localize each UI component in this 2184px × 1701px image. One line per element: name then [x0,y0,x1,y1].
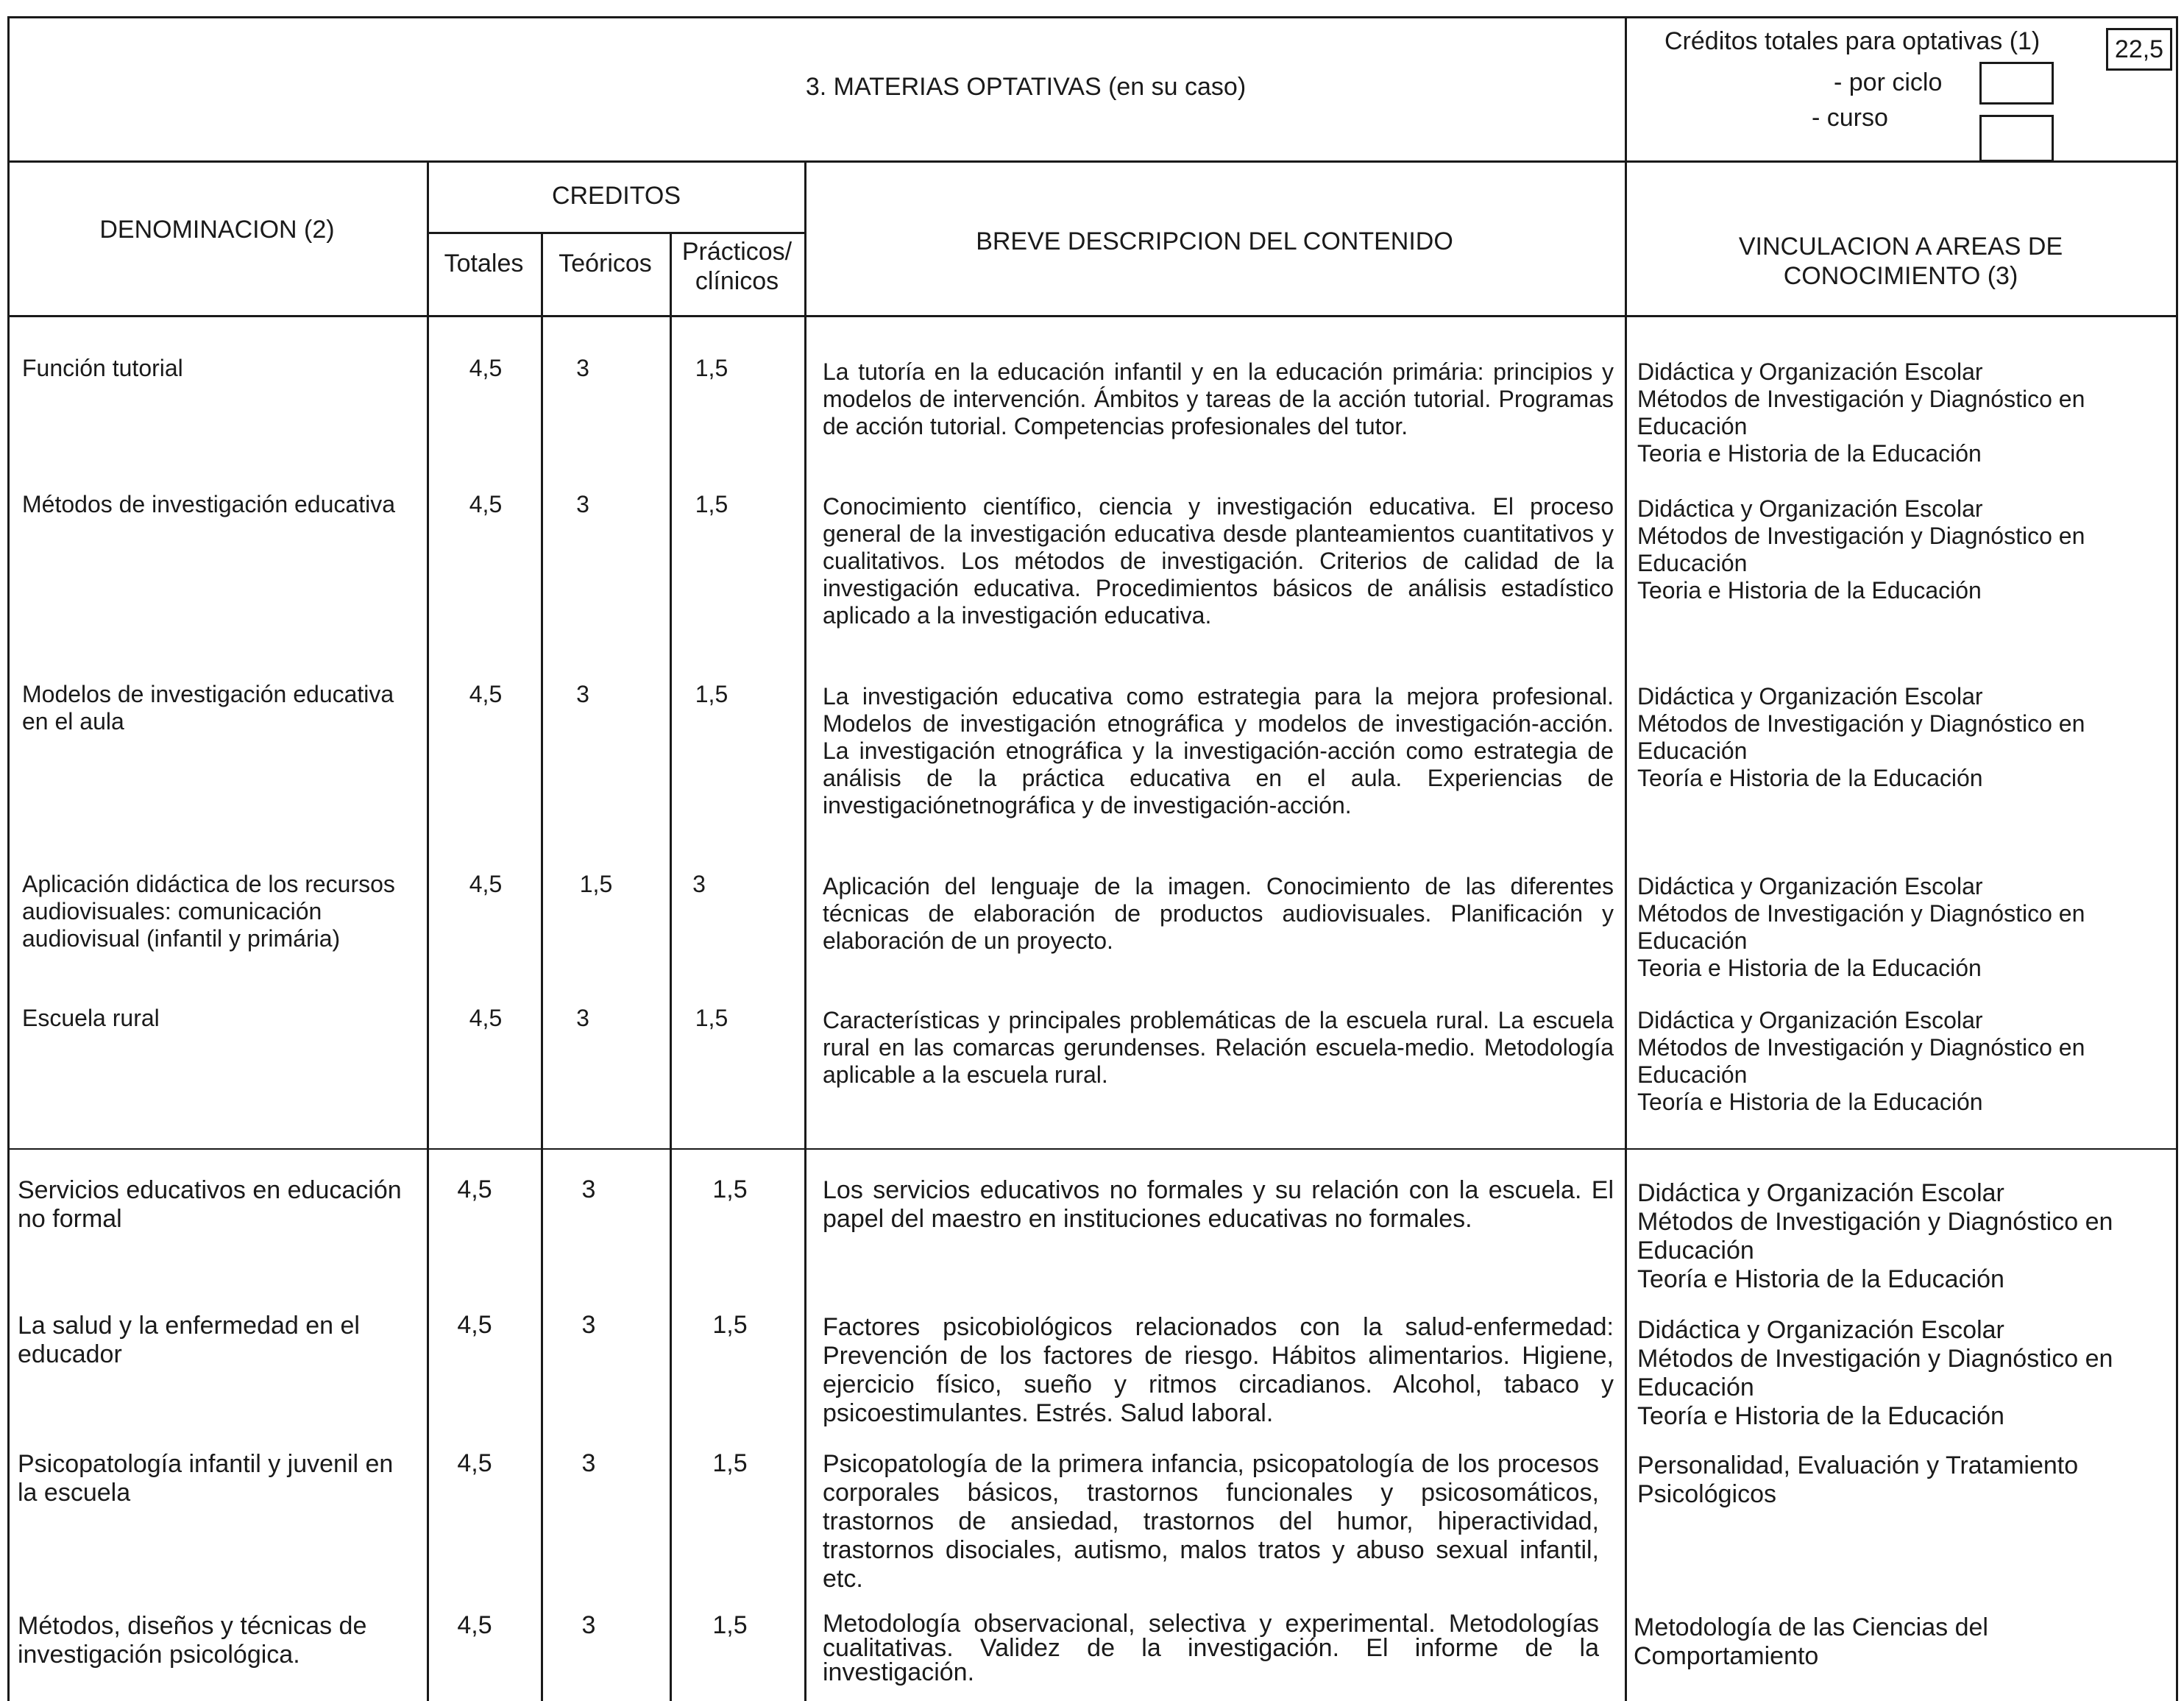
row-totales: 4,5 [469,871,503,897]
row-denominacion: Función tutorial [22,355,183,381]
row-totales: 4,5 [469,681,503,707]
row-practicos: 1,5 [712,1175,748,1203]
col-divider-totales [541,232,543,1701]
row-descripcion: Características y principales problemáticas de la escuela rural. La escuela rural en las comarcas gerundenses. Relación escuela-medio. Metodología aplicable a la escuela rural. [823,1007,1614,1088]
row-practicos: 1,5 [712,1611,748,1639]
row-teoricos: 3 [576,1005,589,1031]
row-teoricos: 3 [581,1611,596,1639]
row-practicos: 1,5 [712,1311,748,1339]
creditos-subheader-divider [427,232,806,234]
row-areas: Didáctica y Organización Escolar Métodos de Investigación y Diagnóstico en Educación Teoría e Historia de la Educación [1637,1316,2113,1430]
row-practicos: 1,5 [695,491,728,517]
col-header-denominacion: DENOMINACION (2) [99,216,335,244]
row-totales: 4,5 [457,1175,492,1203]
row-totales: 4,5 [457,1611,492,1639]
por-ciclo-box [1979,62,2054,105]
curso-box [1979,115,2054,162]
row-descripcion: La tutoría en la educación infantil y en la educación primária: principios y modelos de intervención. Ámbitos y tareas de la acción tutorial. Programas de acción tutorial. Competencias profesionales del tutor. [823,358,1614,439]
row-teoricos: 3 [576,491,589,517]
row-practicos: 3 [692,871,706,897]
row-descripcion: Aplicación del lenguaje de la imagen. Conocimiento de las diferentes técnicas de elaboración de productos audiovisuales. Planificación y elaboración de un proyecto. [823,873,1614,954]
row-denominacion: Métodos, diseños y técnicas de investigación psicológica. [18,1612,367,1669]
row-totales: 4,5 [469,355,503,381]
row-practicos: 1,5 [695,681,728,707]
row-teoricos: 3 [581,1311,596,1339]
row-areas: Didáctica y Organización Escolar Métodos de Investigación y Diagnóstico en Educación Teoria e Historia de la Educación [1637,873,2085,981]
column-header-divider [7,315,2178,317]
row-totales: 4,5 [457,1449,492,1477]
row-denominacion: La salud y la enfermedad en el educador [18,1312,360,1368]
section-title: 3. MATERIAS OPTATIVAS (en su caso) [805,73,1247,101]
row-descripcion: Factores psicobiológicos relacionados con la salud-enfermedad: Prevención de los factores de riesgo. Hábitos alimentarios. Higiene, ejercicio físico, sueño y ritmos circadianos. Alcohol, tabaco y psicoestimulantes. Estrés. Salud laboral. [823,1313,1614,1427]
col-header-descripcion: BREVE DESCRIPCION DEL CONTENIDO [976,227,1453,255]
col-header-totales: Totales [444,250,524,277]
row-descripcion: Psicopatología de la primera infancia, psicopatología de los procesos corporales básicos, trastornos funcionales y psicosomáticos, trastornos de ansiedad, trastornos del humor, hiperactividad, trastornos disociales, autismo, malos tratos y abuso sexual infantil, etc. [823,1450,1599,1593]
row-totales: 4,5 [469,1005,503,1031]
row-denominacion: Psicopatología infantil y juvenil en la escuela [18,1450,394,1507]
col-header-practicos: Prácticos/ clínicos [681,238,793,295]
row-descripcion: Metodología observacional, selectiva y experimental. Metodologías cualitativas. Validez de la investigación. El informe de la investigación. [823,1610,1599,1686]
row-totales: 4,5 [457,1311,492,1339]
col-header-creditos: CREDITOS [551,182,681,210]
table-border-left [7,16,10,1701]
row-descripcion: Los servicios educativos no formales y su relación con la escuela. El papel del maestro en instituciones educativas no formales. [823,1176,1614,1233]
table-border-top [7,16,2178,18]
col-header-vinculacion: VINCULACION A AREAS DE CONOCIMIENTO (3) [1738,233,2063,290]
row-teoricos: 3 [581,1449,596,1477]
row-areas: Didáctica y Organización Escolar Métodos de Investigación y Diagnóstico en Educación Teoría e Historia de la Educación [1637,1007,2085,1115]
row-denominacion: Aplicación didáctica de los recursos audiovisuales: comunicación audiovisual (infantil y primária) [22,871,395,952]
row-teoricos: 3 [576,681,589,707]
row-totales: 4,5 [469,491,503,517]
col-divider-creditos [804,160,806,1701]
row-divider-5 [7,1148,2178,1150]
row-areas: Didáctica y Organización Escolar Métodos de Investigación y Diagnóstico en Educación Teoría e Historia de la Educación [1637,1179,2113,1293]
row-denominacion: Métodos de investigación educativa [22,491,395,517]
row-teoricos: 1,5 [579,871,613,897]
col-header-teoricos: Teóricos [559,250,652,277]
credits-total-label: Créditos totales para optativas (1) [1664,27,2041,55]
row-denominacion: Escuela rural [22,1005,160,1031]
row-areas: Personalidad, Evaluación y Tratamiento Psicológicos [1637,1451,2079,1508]
credits-total-value: 22,5 [2114,35,2164,63]
row-teoricos: 3 [581,1175,596,1203]
row-practicos: 1,5 [695,355,728,381]
row-teoricos: 3 [576,355,589,381]
por-ciclo-label: - por ciclo [1834,68,1943,96]
row-practicos: 1,5 [712,1449,748,1477]
row-practicos: 1,5 [695,1005,728,1031]
credits-total-box [2106,28,2172,71]
row-areas: Didáctica y Organización Escolar Métodos de Investigación y Diagnóstico en Educación Teoria e Historia de la Educación [1637,495,2085,604]
row-areas: Didáctica y Organización Escolar Métodos de Investigación y Diagnóstico en Educación Teoría e Historia de la Educación [1637,683,2085,791]
row-areas: Metodología de las Ciencias del Comportamiento [1634,1613,1988,1670]
row-descripcion: Conocimiento científico, ciencia y investigación educativa. El proceso general de la investigación educativa desde planteamientos cuantitativos y cualitativos. Los métodos de investigación. Criterios de calidad de la investigación educativa. Procedimientos básicos de análisis estadístico aplicado a la investigación educativa. [823,493,1614,629]
header-divider [7,160,2178,163]
row-descripcion: La investigación educativa como estrategia para la mejora profesional. Modelos de investigación etnográfica y modelos de investigación-acción. La investigación etnográfica y la investigación-acción como estrategia de análisis de la práctica educativa en el aula. Experiencias de investigaciónetnográfica y de investigación-acción. [823,683,1614,818]
curso-label: - curso [1812,104,1888,132]
row-denominacion: Servicios educativos en educación no formal [18,1176,402,1233]
row-areas: Didáctica y Organización Escolar Métodos de Investigación y Diagnóstico en Educación Teoria e Historia de la Educación [1637,358,2085,467]
col-divider-teoricos [670,232,672,1701]
row-denominacion: Modelos de investigación educativa en el aula [22,681,394,735]
